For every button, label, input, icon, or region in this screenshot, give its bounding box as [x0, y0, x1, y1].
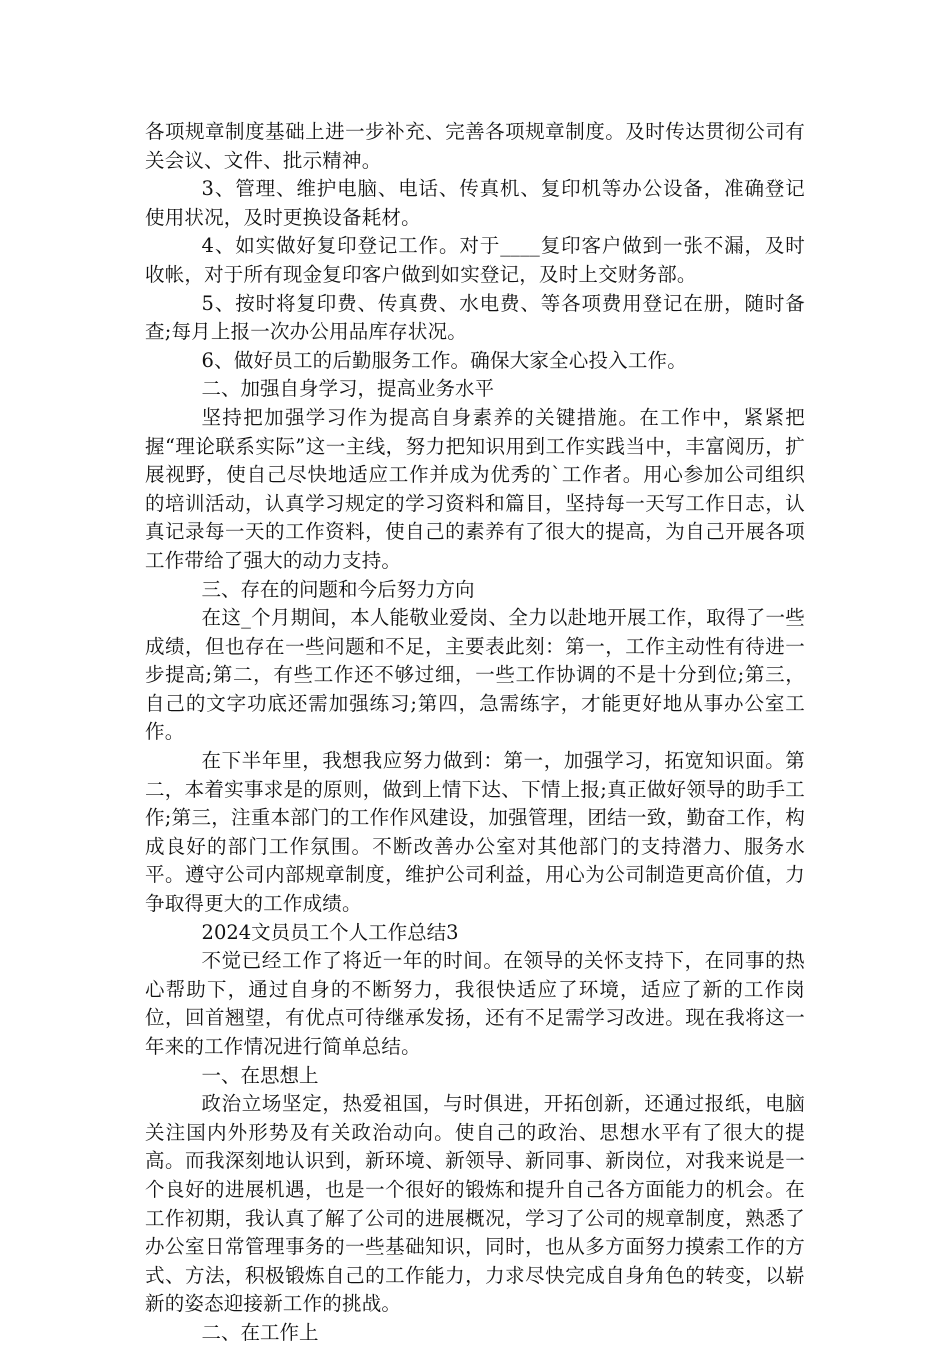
paragraph-4: 5、按时将复印费、传真费、水电费、等各项费用登记在册，随时备查;每月上报一次办公用品库存状况。 [145, 291, 805, 344]
paragraph-2: 3、管理、维护电脑、电话、传真机、复印机等办公设备，准确登记使用状况，及时更换设备耗材。 [145, 177, 805, 229]
paragraph-9: 不觉已经工作了将近一年的时间。在领导的关怀支持下，在同事的热心帮助下，通过自身的不断努力，我很快适应了环境，适应了新的工作岗位，回首翘望，有优点可待继承发扬，还有不足需学习改进。现在我将这一年来的工作情况进行简单总结。 [145, 949, 805, 1058]
document-page [145, 118, 805, 1348]
paragraph-6: 坚持把加强学习作为提高自身素养的关键措施。在工作中，紧紧把握“理论联系实际”这一主线，努力把知识用到工作实践当中，丰富阅历，扩展视野，使自己尽快地适应工作并成为优秀的`工作者。用心参加公司组织的培训活动，认真学习规定的学习资料和篇目，坚持每一天写工作日志，认真记录每一天的工作资料，使自己的素养有了很大的提高，为自己开展各项工作带给了强大的动力支持。 [145, 405, 805, 572]
section-heading-thought: 一、在思想上 [201, 1063, 319, 1087]
paragraph-10: 政治立场坚定，热爱祖国，与时俱进，开拓创新，还通过报纸，电脑关注国内外形势及有关政治动向。使自己的政治、思想水平有了很大的提高。而我深刻地认识到，新环境、新领导、新同事、新岗位，对我来说是一个良好的进展机遇，也是一个很好的锻炼和提升自己各方面能力的机会。在工作初期，我认真了解了公司的进展概况，学习了公司的规章制度，熟悉了办公室日常管理事务的一些基础知识，同时，也从多方面努力摸索工作的方式、方法，积极锻炼自己的工作能力，力求尽快完成自身角色的转变，以崭新的姿态迎接新工作的挑战。 [145, 1092, 805, 1316]
section-heading-3: 三、存在的问题和今后努力方向 [201, 577, 475, 601]
paragraph-7: 在这_个月期间，本人能敬业爱岗、全力以赴地开展工作，取得了一些成绩，但也存在一些问题和不足，主要表此刻：第一，工作主动性有待进一步提高;第二，有些工作还不够过细，一些工作协调的不是十分到位;第三，自己的文字功底还需加强练习;第四，急需练字，才能更好地从事办公室工作。 [145, 606, 805, 744]
section-heading-work: 二、在工作上 [201, 1320, 319, 1344]
section-heading-2: 二、加强自身学习，提高业务水平 [201, 377, 495, 401]
paragraph-8: 在下半年里，我想我应努力做到：第一，加强学习，拓宽知识面。第二，本着实事求是的原则，做到上情下达、下情上报;真正做好领导的助手工作;第三，注重本部门的工作作风建设，加强管理，团结一致，勤奋工作，构成良好的部门工作氛围。不断改善办公室对其他部门的支持潜力、服务水平。遵守公司内部规章制度，维护公司利益，用心为公司制造更高价值，力争取得更大的工作成绩。 [145, 749, 805, 916]
paragraph-1: 各项规章制度基础上进一步补充、完善各项规章制度。及时传达贯彻公司有关会议、文件、批示精神。 [145, 120, 805, 172]
paragraph-3: 4、如实做好复印登记工作。对于____复印客户做到一张不漏，及时收帐，对于所有现金复印客户做到如实登记，及时上交财务部。 [145, 234, 805, 286]
document-title: 2024文员员工个人工作总结3 [201, 920, 459, 944]
paragraph-5: 6、做好员工的后勤服务工作。确保大家全心投入工作。 [201, 348, 687, 372]
